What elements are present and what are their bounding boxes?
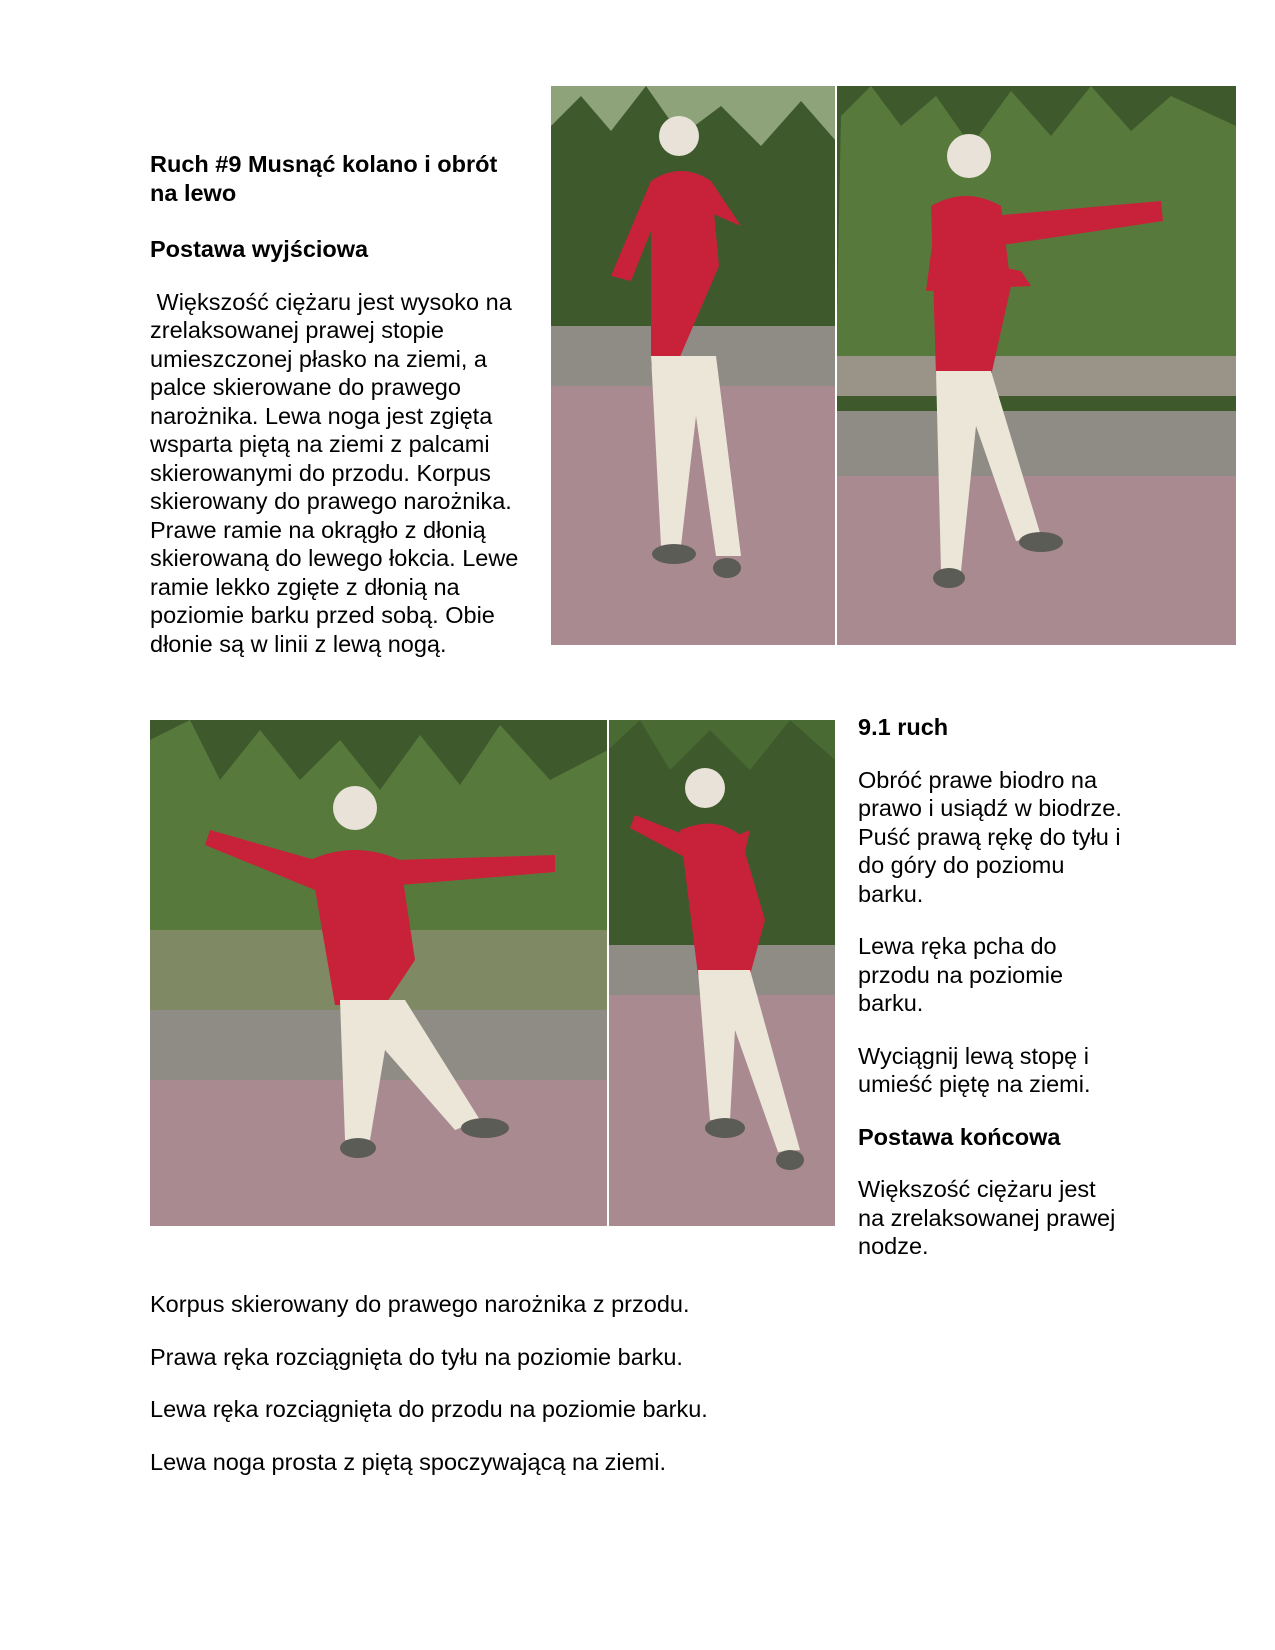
bottom-text [150,1290,1100,1476]
page-title: Ruch #9 Musnąć kolano i obrót na lewo [150,151,498,206]
movement-paragraph-1: Obróć prawe biodro na prawo i usiądź w biodrze. Puść prawą rękę do tyłu i do góry do poziomu barku. [858,766,1122,907]
bottom-paragraph: Korpus skierowany do prawego narożnika z przodu. [150,1291,690,1317]
photo-movement-9-1 [150,720,835,1226]
movement-paragraph-3: Wyciągnij lewą stopę i umieść piętę na ziemi. [858,1042,1091,1097]
movement-text [858,713,1128,1261]
bottom-paragraph: Lewa noga prosta z piętą spoczywającą na ziemi. [150,1448,666,1475]
end-stance-text: Większość ciężaru jest na zrelaksowanej prawej nodze. [858,1176,1116,1259]
bottom-paragraph: Prawa ręka rozciągnięta do tyłu na poziomie barku. [150,1343,683,1370]
start-stance-heading: Postawa wyjściowa [150,236,369,262]
photo-start-stance [551,86,1236,645]
end-stance-heading: Postawa końcowa [858,1123,1061,1150]
start-stance-text: Większość ciężaru jest wysoko na zrelaksowanej prawej stopie umieszczonej płasko na ziemi, a palce skierowane do prawego narożnika. Lewa noga jest zgięta wsparta piętą na ziemi z palcami skierowanymi do przodu. Korpus skierowany do prawego narożnika. Prawe ramie na okrągło z dłonią skierowaną do lewego łokcia. Lewe ramie lekko zgięte z dłonią na poziomie barku przed sobą. Obie dłonie są w linii z lewą nogą. [150,288,525,657]
intro-text [150,150,530,658]
bottom-paragraph: Lewa ręka rozciągnięta do przodu na poziomie barku. [150,1396,708,1422]
movement-heading: 9.1 ruch [858,714,949,740]
movement-paragraph-2: Lewa ręka pcha do przodu na poziomie barku. [858,933,1064,1016]
